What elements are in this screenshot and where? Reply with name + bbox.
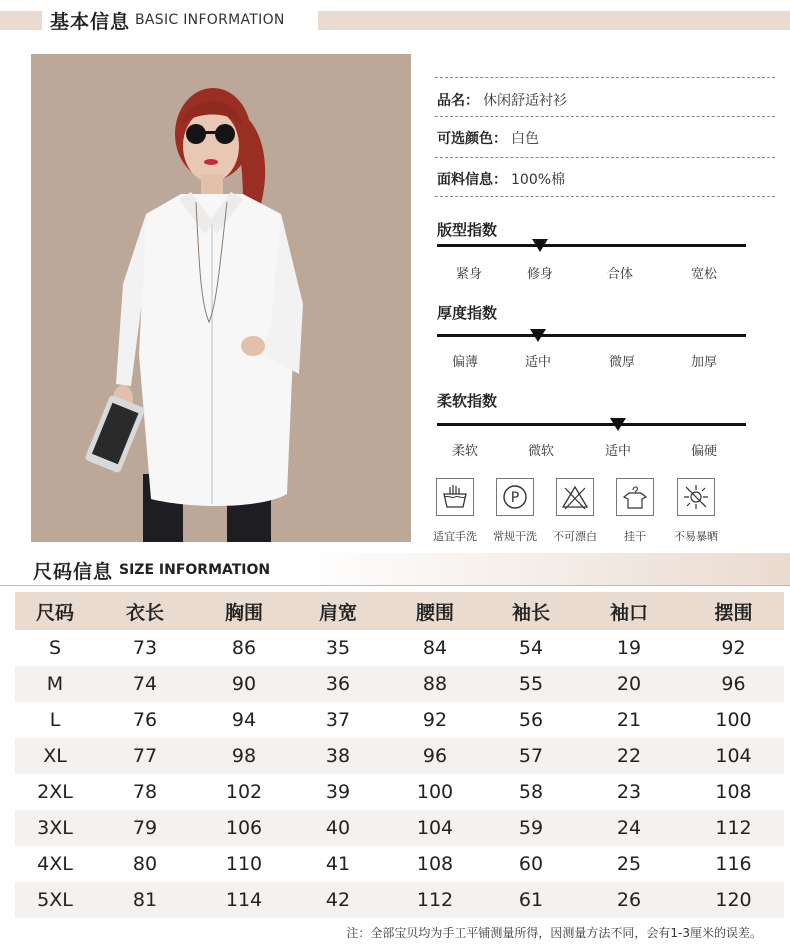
- table-row: [15, 666, 784, 702]
- table-cell: 90: [231, 673, 257, 695]
- index-label: 柔软: [451, 444, 479, 459]
- table-cell: 23: [616, 781, 642, 803]
- product-photo: [31, 54, 411, 542]
- index-label: 微厚: [608, 355, 636, 370]
- table-cell: XL: [43, 745, 67, 767]
- index-label: 偏硬: [690, 444, 718, 459]
- table-cell: 19: [616, 637, 642, 659]
- care-label: 适宜手洗: [433, 530, 477, 543]
- table-header-cell: 袖口: [609, 601, 648, 624]
- table-cell: 55: [518, 673, 544, 695]
- svg-text:P: P: [510, 490, 520, 506]
- divider: [435, 77, 775, 78]
- section-title-cn: 尺码信息: [33, 560, 114, 583]
- table-cell: 96: [721, 673, 746, 695]
- index-label: 适中: [524, 355, 552, 370]
- table-row: [15, 774, 784, 810]
- header-bar-right: [318, 11, 790, 30]
- table-cell: 73: [132, 637, 158, 659]
- dry-clean-icon: [496, 478, 534, 516]
- index-label: 合体: [606, 267, 634, 282]
- no-sun-icon: [677, 478, 715, 516]
- table-cell: 92: [422, 709, 448, 731]
- table-cell: 5XL: [37, 889, 73, 911]
- table-cell: 106: [225, 817, 263, 839]
- table-row: [15, 810, 784, 846]
- table-cell: 56: [518, 709, 544, 731]
- table-cell: 22: [616, 745, 642, 767]
- hang-dry-icon: [616, 478, 654, 516]
- divider: [435, 116, 775, 117]
- info-name-label: 品名：: [437, 93, 479, 109]
- table-header-cell: 衣长: [125, 601, 164, 624]
- table-cell: 84: [422, 637, 448, 659]
- table-cell: 112: [416, 889, 454, 911]
- table-cell: 74: [132, 673, 158, 695]
- table-cell: 114: [225, 889, 263, 911]
- table-cell: 54: [518, 637, 544, 659]
- section-title-size: [33, 556, 270, 584]
- table-cell: 112: [715, 817, 752, 839]
- info-color-value: 白色: [511, 131, 539, 147]
- table-cell: 110: [225, 853, 263, 875]
- table-cell: 4XL: [37, 853, 73, 875]
- table-row: [15, 702, 784, 738]
- table-cell: 88: [422, 673, 448, 695]
- info-color: [437, 128, 539, 148]
- index-label: 微软: [527, 444, 555, 459]
- section-title-en: BASIC INFORMATION: [135, 12, 285, 28]
- table-cell: 81: [132, 889, 158, 911]
- table-cell: 96: [422, 745, 448, 767]
- care-label: 挂干: [624, 530, 646, 543]
- care-item-hang-dry: [600, 478, 670, 544]
- index-title-fit: 版型指数: [437, 221, 498, 239]
- table-cell: 104: [416, 817, 454, 839]
- table-cell: 41: [325, 853, 351, 875]
- section-title-basic: [50, 6, 285, 34]
- table-cell: 59: [518, 817, 544, 839]
- divider: [0, 585, 790, 586]
- divider: [435, 157, 775, 158]
- index-scale-softness: [437, 423, 746, 426]
- table-cell: 86: [231, 637, 257, 659]
- table-row: [15, 738, 784, 774]
- table-header-cell: 胸围: [224, 601, 263, 624]
- info-fabric-label: 面料信息：: [437, 172, 507, 188]
- table-cell: 76: [132, 709, 158, 731]
- table-header-cell: 肩宽: [318, 601, 357, 624]
- table-cell: 58: [518, 781, 544, 803]
- table-cell: 116: [715, 853, 752, 875]
- table-cell: M: [46, 673, 64, 695]
- table-cell: 25: [616, 853, 642, 875]
- table-cell: 21: [616, 709, 642, 731]
- table-header-row: [15, 592, 784, 630]
- care-label: 常规干洗: [493, 530, 537, 543]
- hand-wash-icon: [436, 478, 474, 516]
- table-cell: 100: [715, 709, 752, 731]
- table-cell: 37: [325, 709, 351, 731]
- table-header-cell: 尺码: [35, 601, 74, 624]
- table-cell: 24: [616, 817, 642, 839]
- index-marker-softness: [610, 418, 626, 431]
- table-cell: 108: [715, 781, 752, 803]
- table-row: [15, 630, 784, 666]
- table-cell: 26: [616, 889, 642, 911]
- info-fabric-value: 100%棉: [511, 172, 566, 188]
- table-cell: S: [48, 637, 62, 659]
- care-item-no-sun: [661, 478, 731, 544]
- table-cell: 79: [132, 817, 158, 839]
- index-title-softness: 柔软指数: [437, 392, 498, 410]
- info-color-label: 可选颜色：: [437, 131, 507, 147]
- divider: [435, 196, 775, 197]
- measurement-note: 注：全部宝贝均为手工平铺测量所得，因测量方法不同，会有1-3厘米的误差。: [346, 926, 762, 940]
- care-label: 不可漂白: [553, 530, 597, 543]
- no-bleach-icon: [556, 478, 594, 516]
- table-cell: 20: [616, 673, 642, 695]
- index-label: 偏薄: [451, 355, 479, 370]
- info-fabric: [437, 169, 565, 189]
- info-name: [437, 90, 567, 110]
- table-cell: 98: [231, 745, 257, 767]
- index-title-thickness: 厚度指数: [437, 304, 498, 322]
- index-label: 加厚: [690, 355, 718, 370]
- care-label: 不易暴晒: [674, 530, 718, 543]
- index-scale-fit: [437, 244, 746, 247]
- index-label: 宽松: [690, 267, 718, 282]
- table-cell: 104: [715, 745, 752, 767]
- size-table: [15, 592, 784, 918]
- table-cell: 60: [518, 853, 544, 875]
- table-cell: 77: [132, 745, 158, 767]
- table-header-cell: 摆围: [714, 601, 753, 624]
- table-cell: 35: [325, 637, 351, 659]
- table-cell: 108: [416, 853, 454, 875]
- table-cell: 40: [325, 817, 351, 839]
- table-cell: 3XL: [37, 817, 73, 839]
- info-name-value: 休闲舒适衬衫: [483, 93, 567, 109]
- table-row: [15, 882, 784, 918]
- table-cell: 92: [721, 637, 746, 659]
- index-label: 紧身: [455, 267, 483, 282]
- table-cell: 61: [518, 889, 544, 911]
- header-bar-left: [0, 11, 42, 30]
- table-cell: 80: [132, 853, 158, 875]
- table-row: [15, 846, 784, 882]
- index-marker-fit: [532, 239, 548, 252]
- table-header-cell: 腰围: [415, 601, 454, 624]
- index-label: 修身: [526, 267, 554, 282]
- table-cell: 94: [231, 709, 257, 731]
- table-cell: L: [49, 709, 61, 731]
- table-cell: 57: [518, 745, 544, 767]
- table-header-cell: 袖长: [511, 601, 550, 624]
- table-cell: 42: [325, 889, 351, 911]
- index-marker-thickness: [530, 329, 546, 342]
- table-cell: 102: [225, 781, 263, 803]
- table-cell: 38: [325, 745, 351, 767]
- table-cell: 120: [715, 889, 752, 911]
- table-cell: 2XL: [37, 781, 73, 803]
- index-label: 适中: [604, 444, 632, 459]
- section-title-en: SIZE INFORMATION: [119, 562, 271, 578]
- table-cell: 100: [416, 781, 454, 803]
- table-cell: 39: [325, 781, 351, 803]
- table-cell: 36: [325, 673, 351, 695]
- section-title-cn: 基本信息: [50, 10, 131, 33]
- index-scale-thickness: [437, 334, 746, 337]
- table-cell: 78: [132, 781, 158, 803]
